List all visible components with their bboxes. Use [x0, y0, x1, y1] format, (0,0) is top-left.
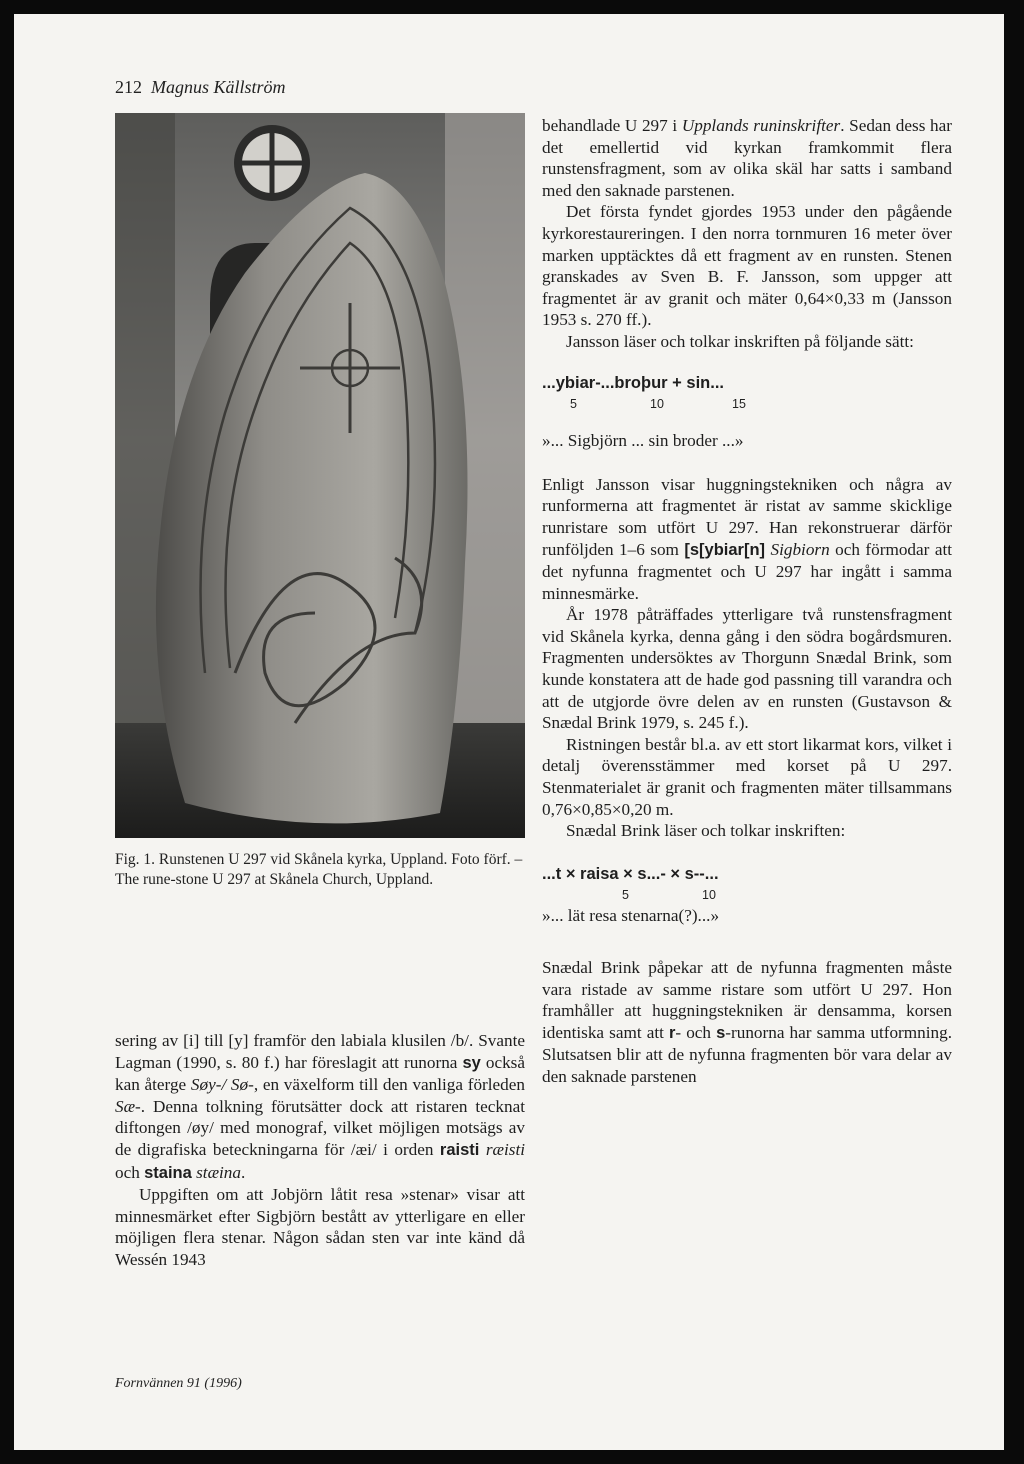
inscription-2-numbers: 5 10	[622, 888, 716, 903]
translation-2: »... lät resa stenarna(?)...»	[542, 906, 720, 926]
journal-page	[14, 14, 1004, 1450]
page-number: 212	[115, 77, 142, 97]
inscription-1-numbers: 5 10 15	[570, 397, 746, 412]
right-paragraph-5: År 1978 påträffades ytterligare två runstensfragment vid Skånela kyrka, denna gång i den södra bogårdsmuren. Fragmenten undersöktes av Thorgunn Snædal Brink, som kunde konstatera att de hade god passning till varandra och att de utgjorde övre delen av en runsten (Gustavson & Snædal Brink 1979, s. 245 f.).	[542, 605, 952, 733]
right-paragraph-1: behandlade U 297 i Upplands runinskrifter. Sedan dess har det emellertid vid kyrkan framkommit flera runstensfragment, som av olika skäl har satts i samband med den saknade parstenen.	[542, 116, 952, 200]
right-column	[542, 115, 952, 1088]
journal-footer: Fornvännen 91 (1996)	[115, 1376, 242, 1391]
left-column	[115, 1030, 525, 1271]
right-paragraph-6: Ristningen består bl.a. av ett stort likarmat kors, vilket i detalj överensstämmer med korset på U 297. Stenmaterialet är granit och fragmenten mäter tillsammans 0,76×0,85×0,20 m.	[542, 734, 952, 819]
right-paragraph-3: Jansson läser och tolkar inskriften på följande sätt:	[566, 331, 914, 351]
right-paragraph-7: Snædal Brink läser och tolkar inskriften:	[566, 821, 846, 841]
running-header	[115, 77, 286, 98]
right-paragraph-4: Enligt Jansson visar huggningstekniken och några av runformerna att fragmentet är ristat av samme skicklige runristare som utfört U 297. Han rekonstruerar därför runföljden 1–6 som [s[ybiar[n] Sigbiorn och förmodar att det nyfunna fragmentet och U 297 har ingått i samma minnesmärke.	[542, 474, 953, 603]
translation-1: »... Sigbjörn ... sin broder ...»	[542, 431, 744, 451]
author-name: Magnus Källström	[151, 77, 286, 97]
runestone-photo	[115, 113, 525, 838]
right-paragraph-8: Snædal Brink påpekar att de nyfunna fragmenten måste vara ristade av samme ristare som utfört U 297. Hon framhåller att huggningstekniken är densamma, korsen identiska samt att r- och s-runorna har samma utformning. Slutsatsen blir att de nyfunna fragmenten bör vara delar av den saknade parstenen	[542, 958, 952, 1086]
inscription-1: ...ybiar-...broþur + sin...	[542, 373, 724, 392]
figure-caption: Fig. 1. Runstenen U 297 vid Skånela kyrka, Uppland. Foto förf. – The rune-stone U 297 at Skånela Church, Uppland.	[115, 851, 523, 888]
runestone-image	[115, 113, 525, 838]
left-paragraph-1: sering av [i] till [y] framför den labiala klusilen /b/. Svante Lagman (1990, s. 80 f.) har föreslagit att runorna sy också kan återge Søy-/ Sø-, en växelform till den vanliga förleden Sæ-. Denna tolkning förutsätter dock att ristaren tecknat diftongen /øy/ med monograf, vilket möjligen motsägs av de digrafiska beteckningarna för /æi/ i orden raisti ræisti och staina stæina.	[115, 1031, 526, 1182]
inscription-2: ...t × raisa × s...- × s--...	[542, 864, 719, 883]
right-paragraph-2: Det första fyndet gjordes 1953 under den pågående kyrkorestaureringen. I den norra tornmuren 16 meter över marken upptäcktes då ett fragment av en runsten. Stenen granskades av Sven B. F. Jansson, som uppger att fragmentet är av granit och mäter 0,64×0,33 m (Jansson 1953 s. 270 ff.).	[542, 202, 952, 330]
left-paragraph-2: Uppgiften om att Jobjörn låtit resa »stenar» visar att minnesmärket efter Sigbjörn bestått av ytterligare en eller möjligen flera stenar. Någon sådan sten var inte känd då Wessén 1943	[115, 1185, 525, 1269]
